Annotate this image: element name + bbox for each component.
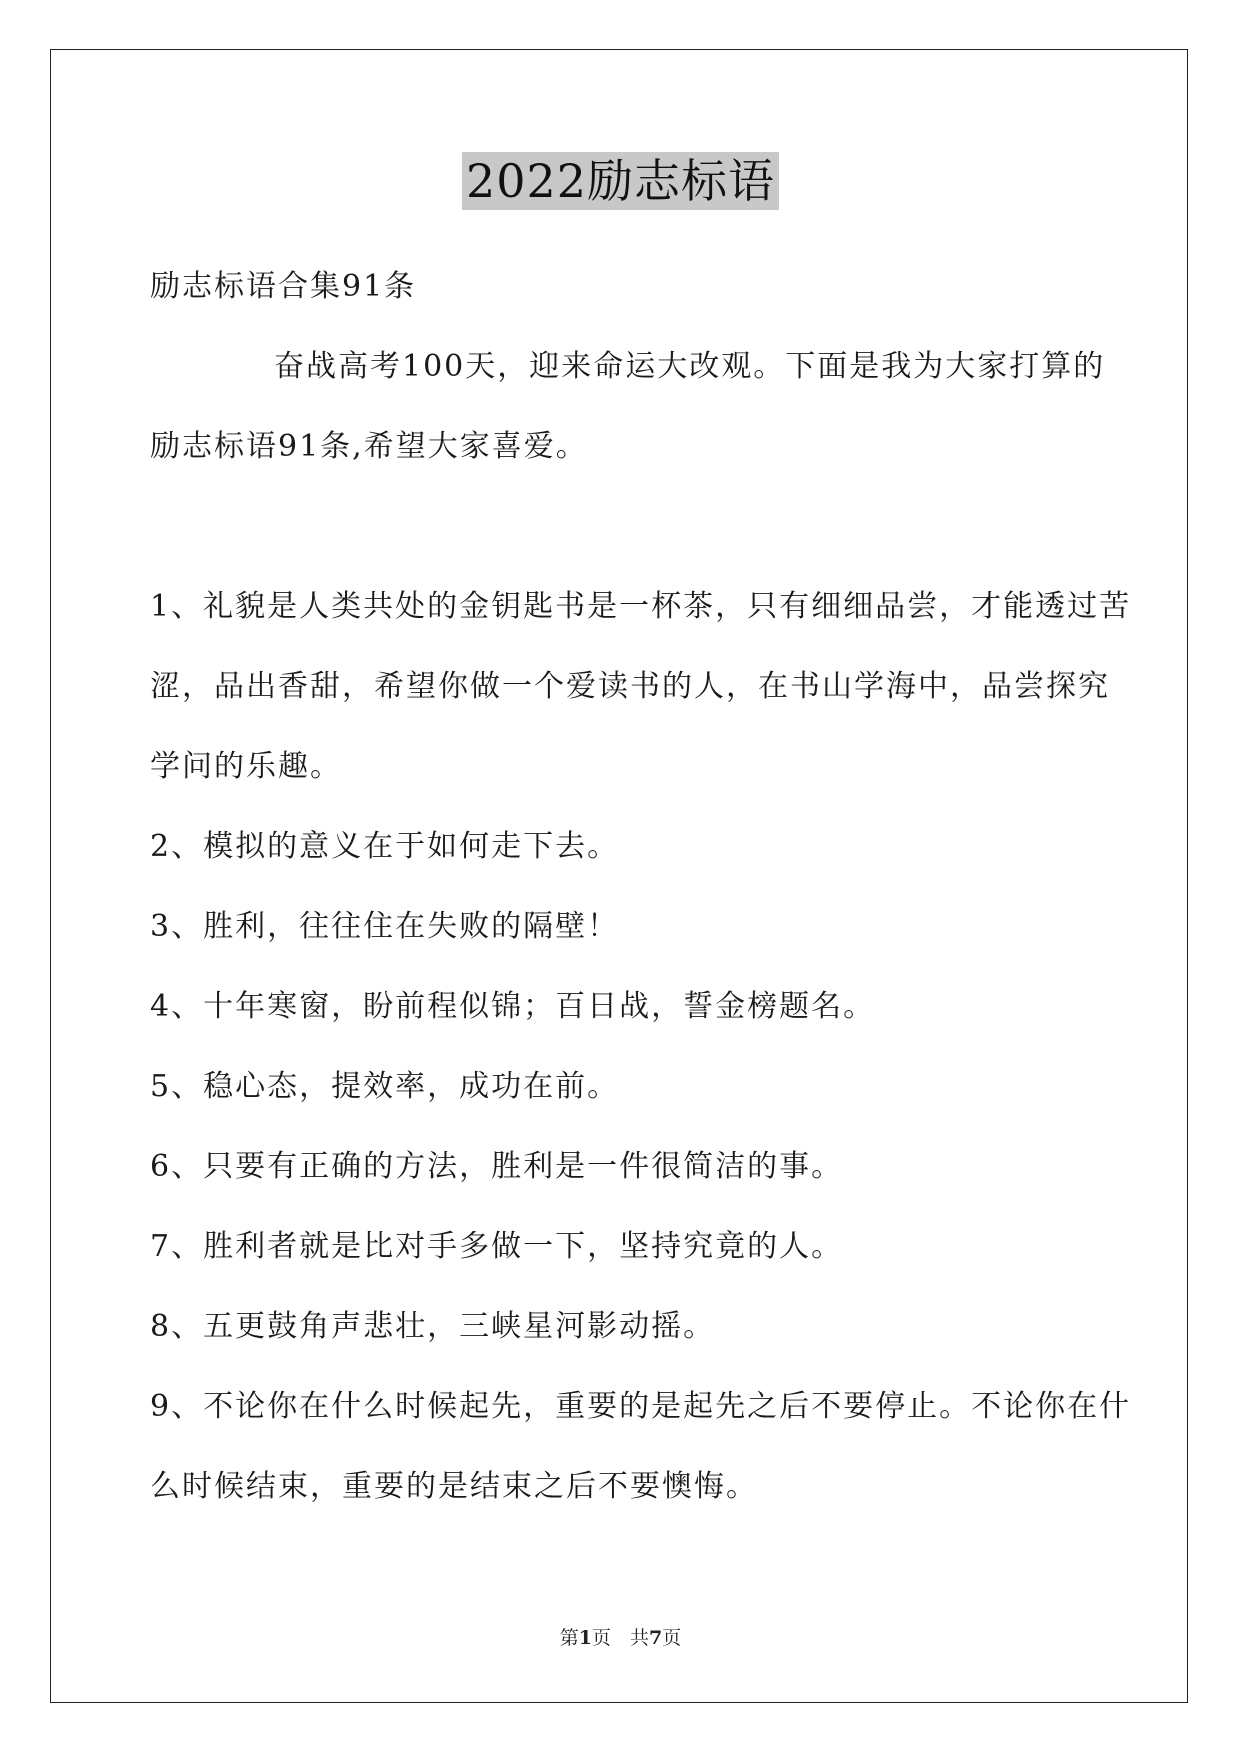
page-number-suffix: 页: [662, 1627, 682, 1649]
page-number-mid: 页 共: [591, 1627, 649, 1649]
list-item-9-line-2: 么时候结束，重要的是结束之后不要懊悔。: [150, 1469, 758, 1504]
list-item-2: 2、模拟的意义在于如何走下去。: [150, 829, 620, 864]
list-item-7: 7、胜利者就是比对手多做一下，坚持究竟的人。: [150, 1229, 844, 1264]
list-item-6: 6、只要有正确的方法，胜利是一件很简洁的事。: [150, 1149, 844, 1184]
list-item-1-line-3: 学问的乐趣。: [150, 749, 342, 784]
list-item-8: 8、五更鼓角声悲壮，三峡星河影动摇。: [150, 1309, 716, 1344]
page-number-prefix: 第: [559, 1627, 579, 1649]
page-footer: [0, 1626, 1241, 1650]
list-item-4: 4、十年寒窗，盼前程似锦；百日战，誓金榜题名。: [150, 989, 876, 1024]
list-item-1-line-1: 1、礼貌是人类共处的金钥匙书是一杯茶，只有细细品尝，才能透过苦: [150, 589, 1132, 624]
list-item-1-line-2: 涩，品出香甜，希望你做一个爱读书的人，在书山学海中，品尝探究: [150, 669, 1110, 704]
intro-paragraph-line-1: 奋战高考100天，迎来命运大改观。下面是我为大家打算的: [274, 349, 1106, 384]
document-title: 2022励志标语: [462, 152, 779, 210]
page-number-total: 7: [649, 1627, 663, 1649]
list-item-3: 3、胜利，往往住在失败的隔壁！: [150, 909, 620, 944]
title-container: [0, 152, 1241, 210]
intro-paragraph-line-2: 励志标语91条,希望大家喜爱。: [150, 429, 588, 464]
page-number-current: 1: [578, 1627, 592, 1649]
subtitle: 励志标语合集91条: [150, 269, 417, 304]
list-item-9-line-1: 9、不论你在什么时候起先，重要的是起先之后不要停止。不论你在什: [150, 1389, 1132, 1424]
list-item-5: 5、稳心态，提效率，成功在前。: [150, 1069, 620, 1104]
